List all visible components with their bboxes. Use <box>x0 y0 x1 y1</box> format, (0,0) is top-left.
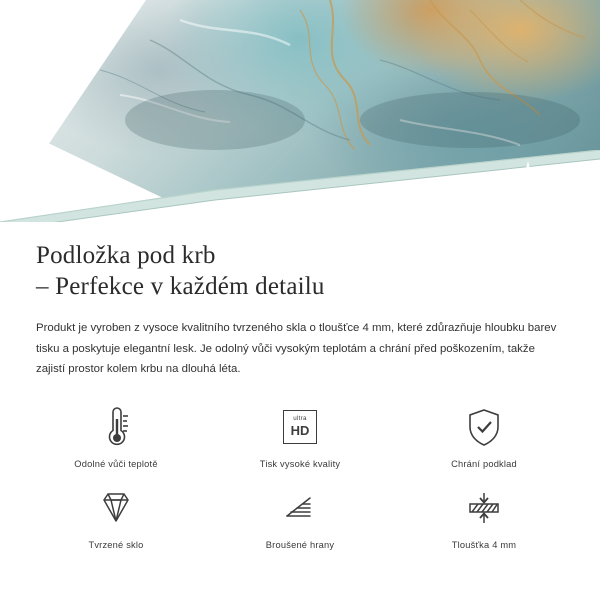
hd-text: HD <box>290 422 310 438</box>
diamond-icon <box>94 485 138 531</box>
feature-item-protection <box>392 404 576 469</box>
headline-line-2: – Perfekce v každém detailu <box>36 273 325 300</box>
feature-label: Tvrzené sklo <box>88 539 144 550</box>
page-title <box>36 240 564 302</box>
feature-grid <box>0 404 600 550</box>
feature-item-temperature <box>24 404 208 469</box>
shield-check-icon <box>463 404 505 450</box>
feature-item-tempered-glass <box>24 485 208 550</box>
feature-item-polished-edges <box>208 485 392 550</box>
thickness-arrows-icon <box>461 485 507 531</box>
feature-label: Odolné vůči teplotě <box>74 458 158 469</box>
ultra-hd-icon <box>283 404 317 450</box>
feature-item-thickness <box>392 485 576 550</box>
feature-label: Broušené hrany <box>265 539 335 550</box>
feature-label: Tloušťka 4 mm <box>451 539 517 550</box>
ultra-text: ultra <box>293 415 307 423</box>
feature-label: Tisk vysoké kvality <box>259 458 341 469</box>
polished-edges-icon <box>277 485 323 531</box>
feature-label: Chrání podklad <box>451 458 517 469</box>
thermometer-icon <box>96 404 136 450</box>
text-content <box>0 222 600 380</box>
description-paragraph: Produkt je vyroben z vysoce kvalitního tvrzeného skla o tloušťce 4 mm, které zdůrazňuje hloubku barev tisku a poskytuje elegantní lesk. Je odolný vůči vysokým teplotám a chrání před poškozením, takže zajistí prostor kolem krbu na dlouhá léta. <box>36 322 557 375</box>
hero-image <box>0 0 600 222</box>
headline-line-1: Podložka pod krb <box>36 242 216 269</box>
feature-item-print-quality <box>208 404 392 469</box>
